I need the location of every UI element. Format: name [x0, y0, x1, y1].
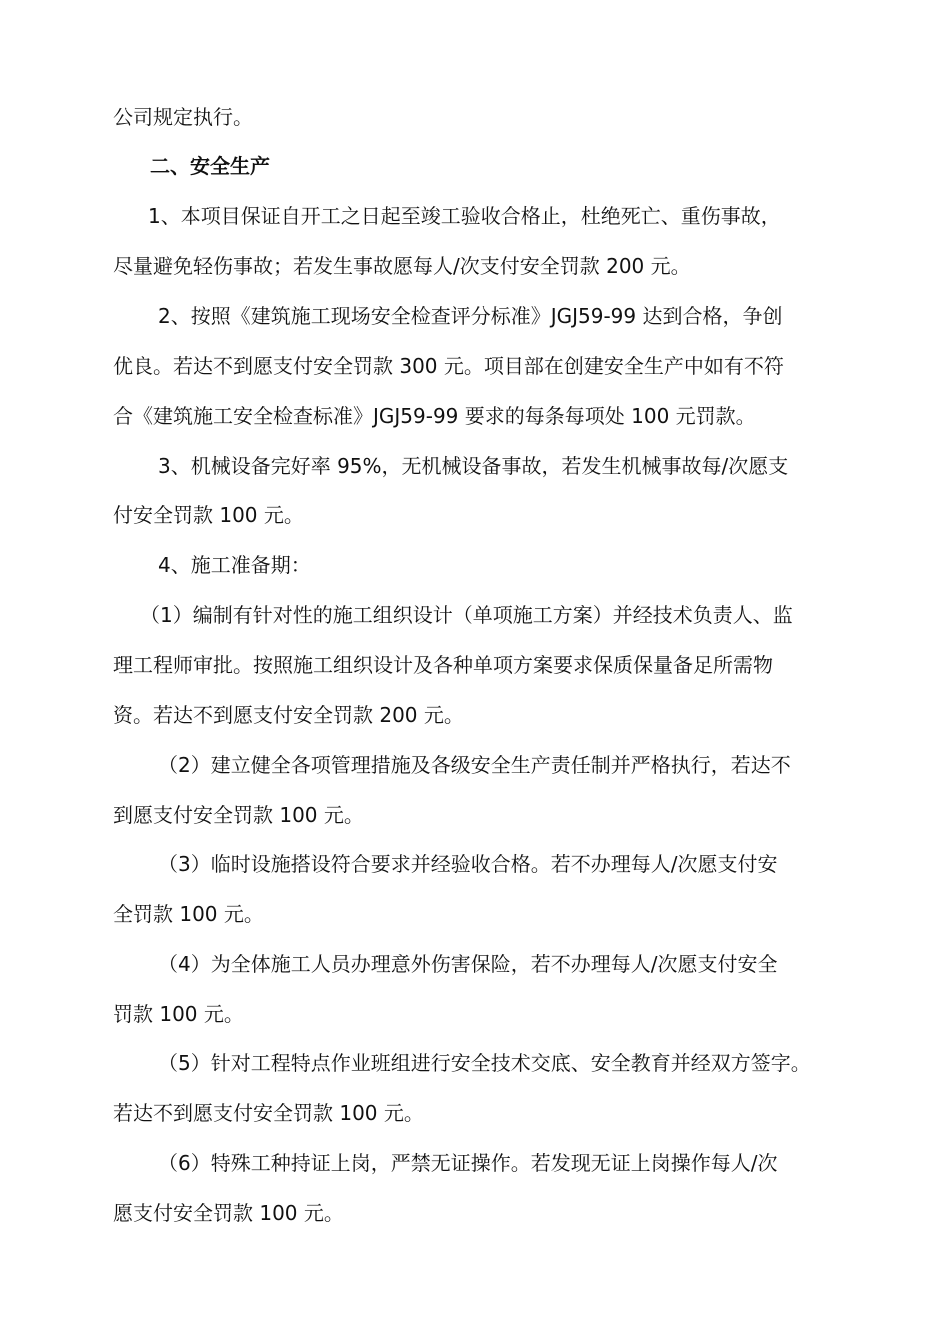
- text-line: （4）为全体施工人员办理意外伤害保险，若不办理每人/次愿支付安全: [158, 952, 778, 976]
- text-line: 2、按照《建筑施工现场安全检查评分标准》JGJ59-99 达到合格，争创: [158, 304, 783, 328]
- text-line: 4、施工准备期：: [158, 553, 311, 577]
- text-line: 优良。若达不到愿支付安全罚款 300 元。项目部在创建安全生产中如有不符: [113, 354, 784, 378]
- text-line: （5）针对工程特点作业班组进行安全技术交底、安全教育并经双方签字。: [158, 1051, 811, 1075]
- text-line: （6）特殊工种持证上岗，严禁无证操作。若发现无证上岗操作每人/次: [158, 1151, 778, 1175]
- text-line: （3）临时设施搭设符合要求并经验收合格。若不办理每人/次愿支付安: [158, 852, 778, 876]
- text-line: 合《建筑施工安全检查标准》JGJ59-99 要求的每条每项处 100 元罚款。: [113, 404, 756, 428]
- text-line: 付安全罚款 100 元。: [113, 503, 304, 527]
- text-line: 全罚款 100 元。: [113, 902, 264, 926]
- text-line: 罚款 100 元。: [113, 1002, 244, 1026]
- text-line: 到愿支付安全罚款 100 元。: [113, 803, 364, 827]
- text-line: 若达不到愿支付安全罚款 100 元。: [113, 1101, 424, 1125]
- text-line: 尽量避免轻伤事故；若发生事故愿每人/次支付安全罚款 200 元。: [113, 254, 691, 278]
- text-line: 1、本项目保证自开工之日起至竣工验收合格止，杜绝死亡、重伤事故，: [148, 204, 781, 228]
- text-line: （1）编制有针对性的施工组织设计（单项施工方案）并经技术负责人、监: [140, 603, 793, 627]
- text-line: （2）建立健全各项管理措施及各级安全生产责任制并严格执行，若达不: [158, 753, 791, 777]
- text-line: 资。若达不到愿支付安全罚款 200 元。: [113, 703, 464, 727]
- text-line: 理工程师审批。按照施工组织设计及各种单项方案要求保质保量备足所需物: [113, 653, 773, 677]
- text-line: 3、机械设备完好率 95%，无机械设备事故，若发生机械事故每/次愿支: [158, 454, 789, 478]
- section-heading: 二、安全生产: [150, 154, 270, 178]
- text-line: 公司规定执行。: [113, 105, 253, 129]
- text-line: 愿支付安全罚款 100 元。: [113, 1201, 344, 1225]
